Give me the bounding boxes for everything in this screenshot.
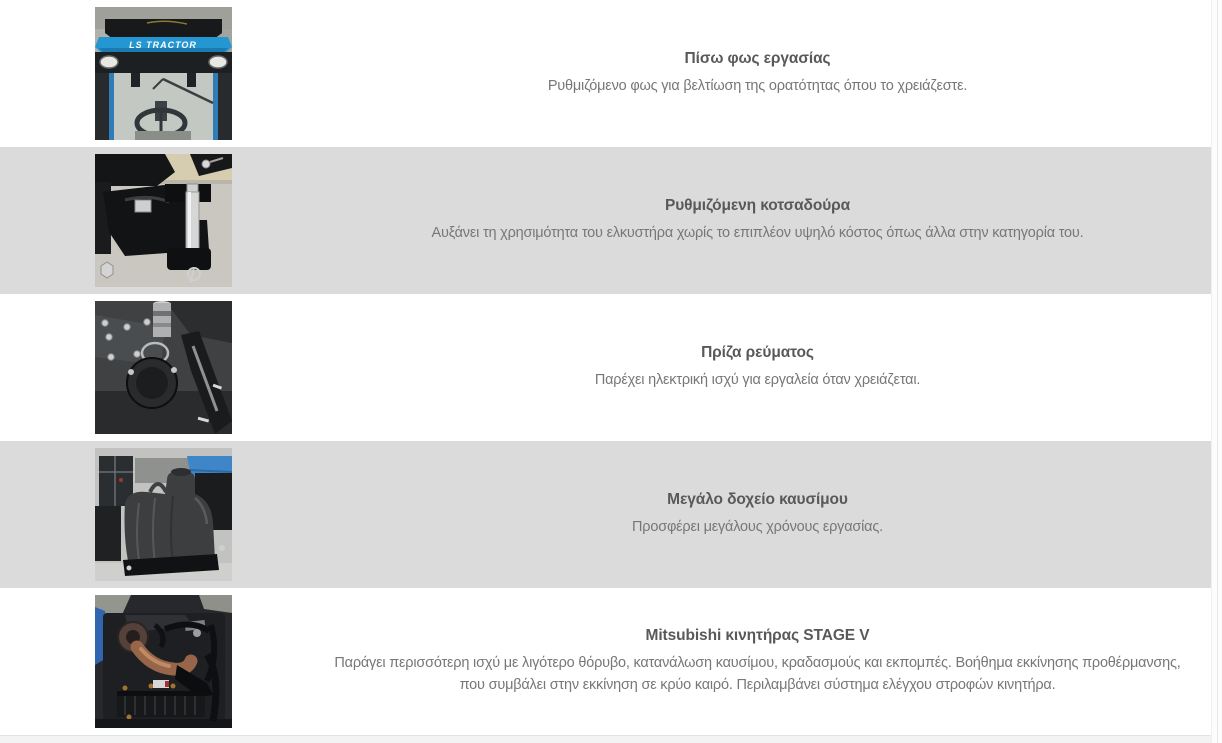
power-socket-illustration [95,301,232,434]
feature-row-rear-work-light [0,0,1212,147]
drawbar-hitch-illustration [95,154,232,287]
feature-title: Mitsubishi κινητήρας STAGE V [645,627,870,644]
photo-brand-text: LS TRACTOR [129,40,197,50]
feature-title: Ρυθμιζόμενη κοτσαδούρα [664,197,851,214]
feature-description: Αυξάνει τη χρησιμότητα του ελκυστήρα χωρίς το επιπλέον υψηλό κόστος όπως άλλα στην κατηγορία του. [431,225,1084,241]
adjustable-drawbar-photo [95,154,232,287]
feature-title: Πρίζα ρεύματος [701,344,814,361]
rear-work-light-photo [95,7,232,140]
feature-row-adjustable-drawbar [0,147,1212,294]
engine-photo [95,595,232,728]
feature-row-engine [0,588,1212,735]
feature-description: Παράγει περισσότερη ισχύ με λιγότερο θόρυβο, κατανάλωση καυσίμου, κραδασμούς και εκπομπές. Βοήθημα εκκίνησης προθέρμανσης, που συμβάλει στην εκκίνηση σε κρύο καιρό. Περιλαμβάνει σύστημα ελέγχου στροφών κινητήρα. [334,655,1181,693]
next-section-edge [0,735,1212,743]
feature-row-power-outlet [0,294,1212,441]
feature-text-block [232,50,1212,97]
feature-row-fuel-tank [0,441,1212,588]
fuel-tank-illustration [95,448,232,581]
feature-text-block [232,197,1212,244]
feature-title: Μεγάλο δοχείο καυσίμου [667,491,848,508]
scrollbar-track[interactable] [1211,0,1222,743]
feature-description: Παρέχει ηλεκτρική ισχύ για εργαλεία όταν χρειάζεται. [594,372,921,388]
feature-text-block [232,491,1212,538]
engine-bay-illustration [95,595,232,728]
feature-title: Πίσω φως εργασίας [684,50,831,67]
feature-text-block [232,627,1212,696]
power-outlet-photo [95,301,232,434]
fuel-tank-photo [95,448,232,581]
feature-description: Προσφέρει μεγάλους χρόνους εργασίας. [632,519,883,535]
feature-text-block [232,344,1212,391]
tractor-cab-illustration [95,7,232,140]
feature-description: Ρυθμιζόμενο φως για βελτίωση της ορατότητας όπου το χρειάζεστε. [547,78,968,94]
